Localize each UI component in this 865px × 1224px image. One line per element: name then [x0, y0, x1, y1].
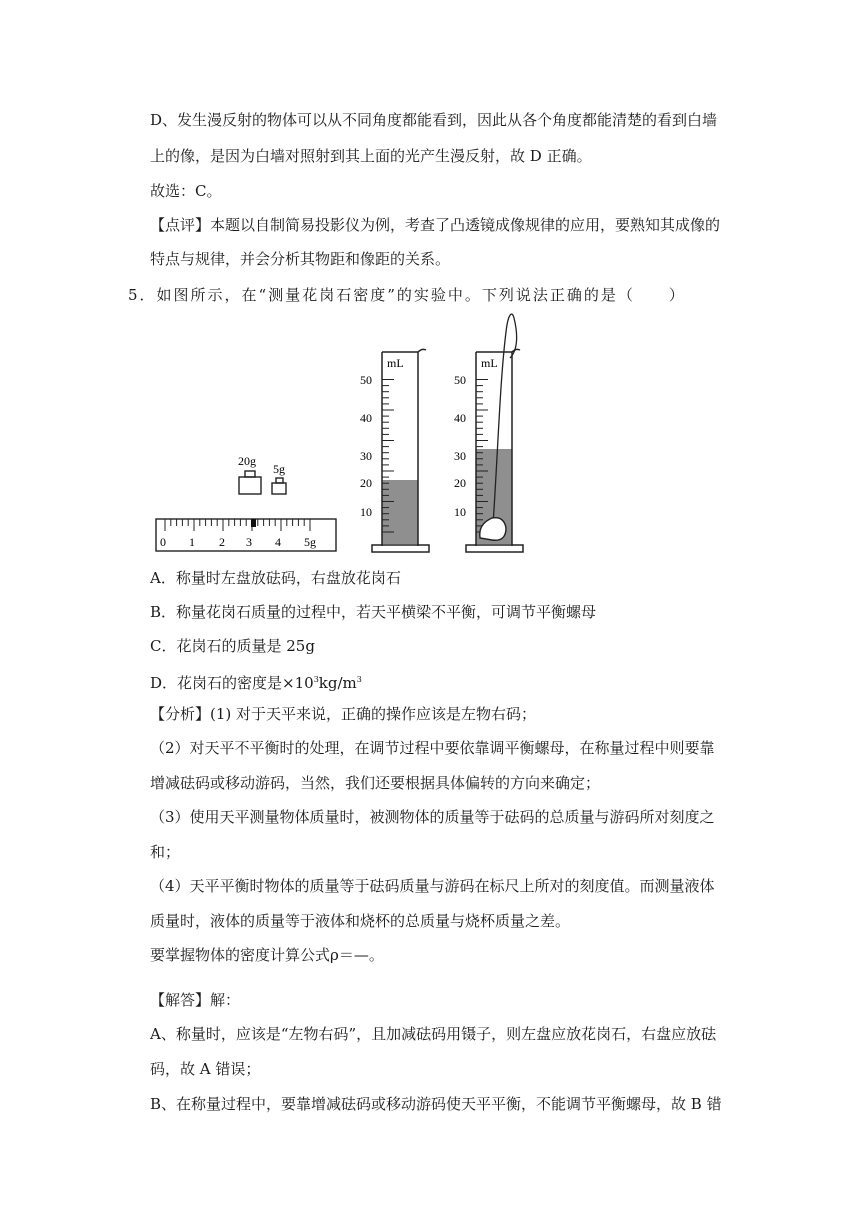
svg-text:20: 20 [454, 476, 466, 490]
svg-text:50: 50 [360, 373, 372, 387]
svg-text:10: 10 [360, 505, 372, 519]
svg-text:10: 10 [454, 505, 466, 519]
option-c: C．花岗石的质量是 25g [150, 637, 315, 655]
svg-text:5g: 5g [273, 462, 285, 476]
graduated-cylinder-2 [454, 314, 523, 552]
cylinder-2-unit: mL [481, 356, 498, 370]
option-b: B．称量花岗石质量的过程中，若天平横梁不平衡，可调节平衡螺母 [150, 603, 597, 621]
solution-b-line1: B、在称量过程中，要靠增减砝码或移动游码使天平平衡，不能调节平衡螺母，故 B 错 [150, 1095, 722, 1113]
analysis-line5: 和； [150, 843, 181, 861]
prev-option-d-line1: D、发生漫反射的物体可以从不同角度都能看到，因此从各个角度都能清楚的看到白墙 [150, 111, 718, 129]
svg-text:20g: 20g [238, 454, 256, 468]
option-d: D．花岗石的密度是$\times 10^3kg/m^3$ [150, 674, 362, 692]
svg-text:40: 40 [454, 411, 466, 425]
scale-label-3: 3 [246, 535, 252, 549]
analysis-line3: 增减砝码或移动游码，当然，我们还要根据具体偏转的方向来确定； [150, 774, 601, 792]
beam-scale [156, 519, 336, 551]
solution-head: 【解答】解： [150, 991, 241, 1009]
analysis-line8: 要掌握物体的密度计算公式ρ＝—。 [150, 946, 384, 964]
svg-text:20: 20 [360, 476, 372, 490]
scale-label-1: 1 [189, 535, 195, 549]
rider-marker [251, 519, 256, 527]
prev-answer: 故选：C。 [150, 182, 222, 200]
analysis-line1: 【分析】(1) 对于天平来说，正确的操作应该是左物右码； [150, 705, 537, 723]
scale-label-5g: 5g [304, 535, 316, 549]
svg-text:30: 30 [454, 449, 466, 463]
svg-text:40: 40 [360, 411, 372, 425]
weight-20g [238, 454, 261, 494]
analysis-line2: （2）对天平不平衡时的处理，在调节过程中要依靠调平衡螺母，在称量过程中则要靠 [150, 739, 715, 757]
svg-text:50: 50 [454, 373, 466, 387]
prev-comment-line1: 【点评】本题以自制简易投影仪为例，考查了凸透镜成像规律的应用，要熟知其成像的 [150, 216, 721, 234]
prev-comment-line2: 特点与规律，并会分析其物距和像距的关系。 [150, 250, 451, 268]
analysis-line4: （3）使用天平测量物体质量时，被测物体的质量等于砝码的总质量与游码所对刻度之 [150, 808, 715, 826]
scale-label-2: 2 [219, 535, 225, 549]
prev-option-d-line2: 上的像，是因为白墙对照射到其上面的光产生漫反射，故 D 正确。 [150, 147, 592, 165]
solution-a-line2: 码，故 A 错误； [150, 1060, 261, 1078]
experiment-figure [150, 310, 530, 560]
scale-label-0: 0 [160, 535, 166, 549]
option-a: A．称量时左盘放砝码，右盘放花岗石 [150, 569, 401, 587]
scale-label-4: 4 [275, 535, 281, 549]
weight-5g [272, 462, 286, 494]
graduated-cylinder-1 [360, 349, 429, 552]
analysis-line6: （4）天平平衡时物体的质量等于砝码质量与游码在标尺上所对的刻度值。而测量液体 [150, 877, 715, 895]
svg-text:30: 30 [360, 449, 372, 463]
solution-a-line1: A、称量时，应该是“左物右码”，且加减砝码用镊子，则左盘应放花岗石，右盘应放砝 [150, 1025, 717, 1043]
analysis-line7: 质量时，液体的质量等于液体和烧杯的总质量与烧杯质量之差。 [150, 912, 571, 930]
cylinder-1-unit: mL [387, 356, 404, 370]
question-stem: 5．如图所示，在“测量花岗石密度”的实验中。下列说法正确的是（ ） [128, 286, 686, 304]
